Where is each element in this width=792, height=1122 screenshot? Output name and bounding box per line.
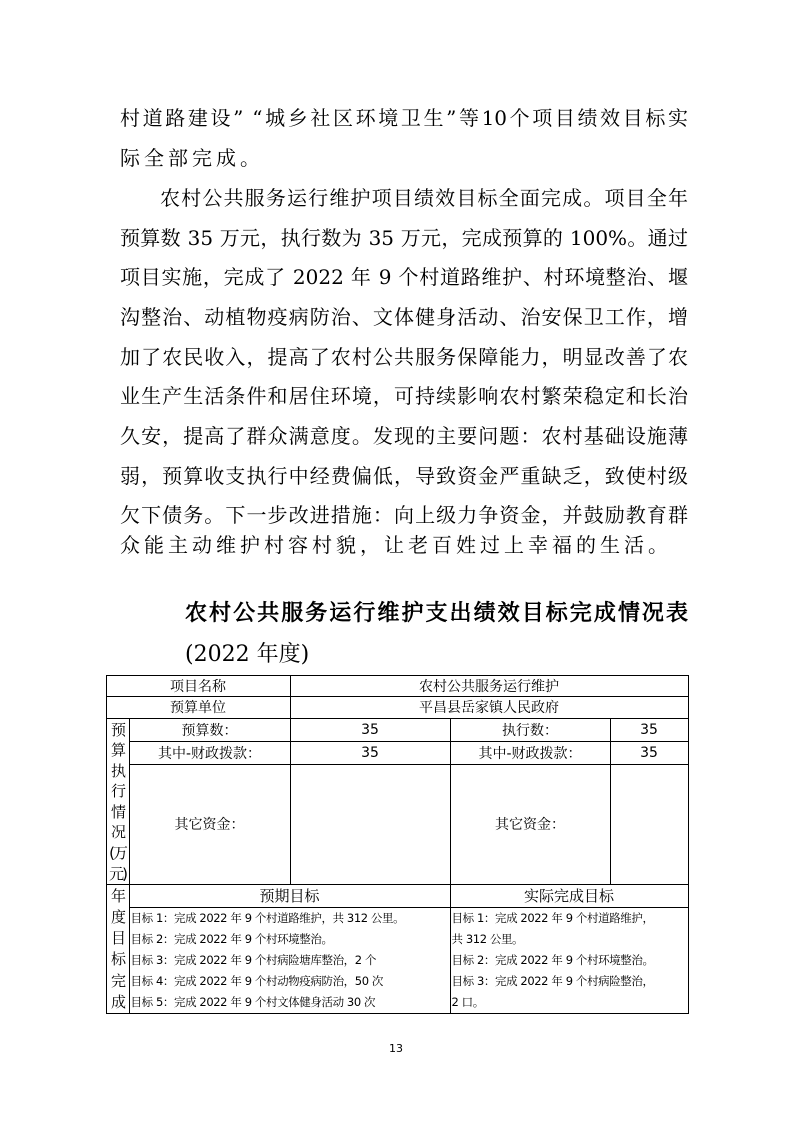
goal-section-label xyxy=(106,884,130,1014)
project-name-value: 农村公共服务运行维护 xyxy=(290,675,689,697)
body-line: 际全部完成。 xyxy=(120,146,264,170)
actual-goals xyxy=(450,907,689,1014)
label-char: 年 xyxy=(110,886,124,905)
fiscal-value-right: 35 xyxy=(610,741,689,765)
label-char: (万 xyxy=(109,844,126,863)
label-char: 预 xyxy=(110,720,124,739)
label-char: 算 xyxy=(110,741,124,760)
body-line: 众能主动维护村容村貌，让老百姓过上幸福的生活。 xyxy=(120,533,672,557)
label-char: 情 xyxy=(110,802,124,821)
table-subtitle: (2022 年度) xyxy=(185,642,310,667)
other-funds-label-left: 其它资金： xyxy=(129,764,291,885)
goal-item: 目标 1：完成 2022 年 9 个村道路维护， xyxy=(451,910,654,925)
goal-item: 目标 5：完成 2022 年 9 个村文体健身活动 30 次 xyxy=(130,994,376,1009)
other-funds-value-left xyxy=(290,764,451,885)
expected-goals-header: 预期目标 xyxy=(129,884,451,908)
goal-item: 共 312 公里。 xyxy=(451,931,524,946)
budget-unit-value: 平昌县岳家镇人民政府 xyxy=(290,696,689,719)
body-line: 加了农民收入，提高了农村公共服务保障能力，明显改善了农 xyxy=(120,345,688,369)
goal-item: 目标 4：完成 2022 年 9 个村动物疫病防治，50 次 xyxy=(130,973,383,988)
label-char: 目 xyxy=(110,929,124,948)
actual-goals-header: 实际完成目标 xyxy=(450,884,689,908)
label-char: 执 xyxy=(110,761,124,780)
fiscal-label-right: 其中-财政拨款： xyxy=(450,741,611,765)
expected-goals xyxy=(129,907,451,1014)
goal-item: 目标 2：完成 2022 年 9 个村环境整治。 xyxy=(451,952,654,967)
project-name-label: 项目名称 xyxy=(106,675,291,697)
exec-value: 35 xyxy=(610,718,689,742)
body-line: 预算数 35 万元，执行数为 35 万元，完成预算的 100%。通过 xyxy=(120,226,688,250)
label-char: 完 xyxy=(110,971,124,990)
exec-label: 执行数： xyxy=(450,718,611,742)
budget-unit-label: 预算单位 xyxy=(106,696,291,719)
body-line: 弱，预算收支执行中经费偏低，导致资金严重缺乏，致使村级 xyxy=(120,464,688,488)
goal-item: 2 口。 xyxy=(451,994,484,1009)
table-title: 农村公共服务运行维护支出绩效目标完成情况表 xyxy=(185,601,688,626)
budget-label: 预算数： xyxy=(129,718,291,742)
goal-item: 目标 1：完成 2022 年 9 个村道路维护，共 312 公里。 xyxy=(130,910,405,925)
body-line: 欠下债务。下一步改进措施：向上级力争资金，并鼓励教育群 xyxy=(120,503,688,527)
goal-item: 目标 2：完成 2022 年 9 个村环境整治。 xyxy=(130,931,333,946)
label-char: 成 xyxy=(110,992,124,1011)
body-line: 沟整治、动植物疫病防治、文体健身活动、治安保卫工作，增 xyxy=(120,305,688,329)
page-number: 13 xyxy=(389,1042,403,1055)
label-char: 度 xyxy=(110,907,124,926)
other-funds-label-right: 其它资金： xyxy=(450,764,611,885)
body-line: 业生产生活条件和居住环境，可持续影响农村繁荣稳定和长治 xyxy=(120,384,688,408)
fiscal-label-left: 其中-财政拨款： xyxy=(129,741,291,765)
budget-section-label xyxy=(106,718,130,885)
body-line: 项目实施，完成了 2022 年 9 个村道路维护、村环境整治、堰 xyxy=(120,265,688,289)
label-char: 元) xyxy=(109,864,126,883)
label-char: 行 xyxy=(110,782,124,801)
body-line: 久安，提高了群众满意度。发现的主要问题：农村基础设施薄 xyxy=(120,424,688,448)
label-char: 标 xyxy=(110,950,124,969)
body-line: 农村公共服务运行维护项目绩效目标全面完成。项目全年 xyxy=(160,186,688,210)
goal-item: 目标 3：完成 2022 年 9 个村病险塘库整治，2 个 xyxy=(130,952,377,967)
fiscal-value-left: 35 xyxy=(290,741,451,765)
label-char: 况 xyxy=(110,823,124,842)
body-line: 村道路建设” “城乡社区环境卫生”等10个项目绩效目标实 xyxy=(120,106,688,130)
other-funds-value-right xyxy=(610,764,689,885)
budget-value: 35 xyxy=(290,718,451,742)
goal-item: 目标 3：完成 2022 年 9 个村病险整治， xyxy=(451,973,654,988)
